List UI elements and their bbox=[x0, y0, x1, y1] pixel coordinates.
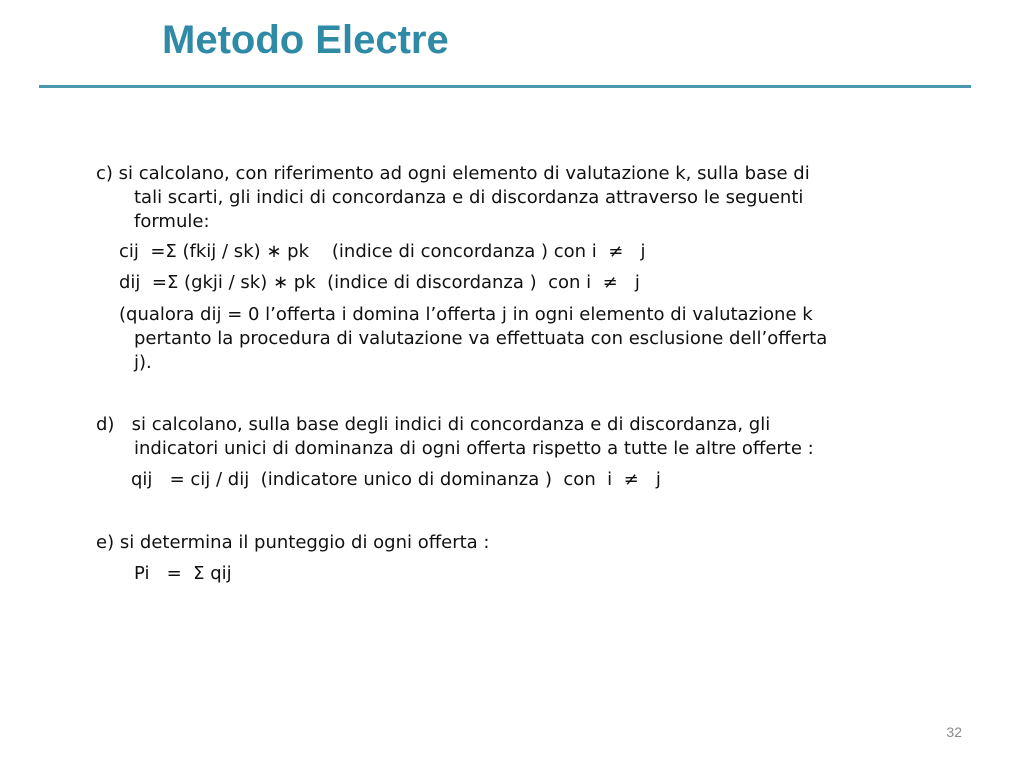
dominance-formula: qij = cij / dij (indicatore unico di dominanza ) con i ≠ j bbox=[131, 469, 661, 490]
note-line-1: (qualora dij = 0 l’offerta i domina l’offerta j in ogni elemento di valutazione k bbox=[119, 304, 813, 325]
note-line-3: j). bbox=[134, 352, 152, 373]
page-number: 32 bbox=[946, 724, 962, 740]
step-c-line-2: tali scarti, gli indici di concordanza e di discordanza attraverso le seguenti bbox=[134, 187, 804, 208]
step-d-line-2: indicatori unici di dominanza di ogni offerta rispetto a tutte le altre offerte : bbox=[134, 438, 814, 459]
title-divider bbox=[39, 85, 971, 88]
step-c-line-1: c) si calcolano, con riferimento ad ogni elemento di valutazione k, sulla base di bbox=[96, 163, 810, 184]
concordance-formula: cij =Σ (fkij / sk) ∗ pk (indice di concordanza ) con i ≠ j bbox=[119, 241, 646, 262]
note-line-2: pertanto la procedura di valutazione va effettuata con esclusione dell’offerta bbox=[134, 328, 828, 349]
slide-title: Metodo Electre bbox=[162, 18, 449, 62]
step-c-line-3: formule: bbox=[134, 211, 210, 232]
step-e-line-1: e) si determina il punteggio di ogni offerta : bbox=[96, 532, 490, 553]
score-formula: Pi = Σ qij bbox=[134, 563, 232, 584]
step-d-line-1: d) si calcolano, sulla base degli indici di concordanza e di discordanza, gli bbox=[96, 414, 771, 435]
discordance-formula: dij =Σ (gkji / sk) ∗ pk (indice di discordanza ) con i ≠ j bbox=[119, 272, 640, 293]
